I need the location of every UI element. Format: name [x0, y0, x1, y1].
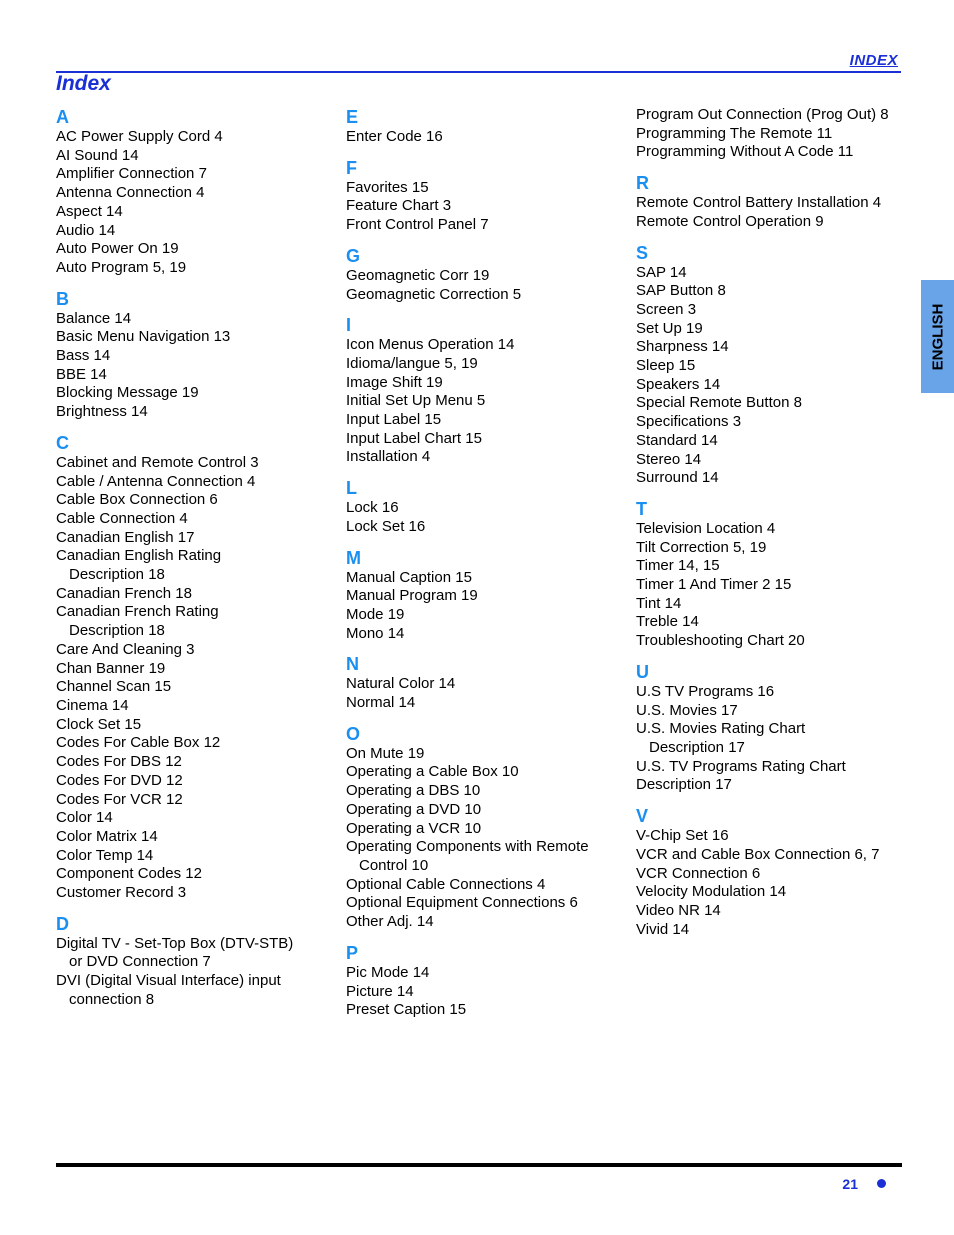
- index-entry: Input Label Chart 15: [346, 429, 482, 447]
- index-section: [346, 106, 621, 147]
- index-entry-continuation: Control 10: [359, 856, 429, 874]
- index-entry: Favorites 15: [346, 178, 429, 196]
- index-entry: Surround 14: [636, 469, 719, 487]
- index-entry: Brightness 14: [56, 403, 148, 421]
- section-letter: T: [636, 498, 647, 519]
- index-entry: Operating a DVD 10: [346, 800, 482, 818]
- index-entry: Input Label 15: [346, 411, 442, 429]
- index-entry: Image Shift 19: [346, 373, 443, 391]
- index-entry: V-Chip Set 16: [636, 827, 729, 845]
- index-entry: Programming Without A Code 11: [636, 143, 854, 161]
- index-section: [346, 157, 621, 235]
- index-entry: Color Temp 14: [56, 846, 154, 864]
- index-entry: Front Control Panel 7: [346, 216, 489, 234]
- index-section: [636, 805, 916, 939]
- index-entry: Television Location 4: [636, 519, 776, 537]
- index-entry: Lock Set 16: [346, 517, 426, 535]
- index-entry-continuation: or DVD Connection 7: [69, 953, 211, 971]
- index-entry: Codes For Cable Box 12: [56, 734, 221, 752]
- index-entry: DVI (Digital Visual Interface) input: [56, 972, 281, 990]
- index-entry: AI Sound 14: [56, 146, 139, 164]
- index-entry: Component Codes 12: [56, 865, 202, 883]
- index-section: [56, 913, 331, 1010]
- index-entry: VCR and Cable Box Connection 6, 7: [636, 845, 880, 863]
- index-entry: Geomagnetic Corr 19: [346, 266, 490, 284]
- index-entry-continuation: Description 18: [69, 566, 165, 584]
- index-entry: Operating a Cable Box 10: [346, 763, 519, 781]
- index-entry: Optional Cable Connections 4: [346, 875, 546, 893]
- index-entry: Standard 14: [636, 431, 718, 449]
- page-number: 21: [842, 1176, 858, 1192]
- index-entry: AC Power Supply Cord 4: [56, 128, 223, 145]
- language-tab-label: ENGLISH: [929, 303, 946, 370]
- index-entry: Remote Control Operation 9: [636, 212, 824, 230]
- index-entry: Antenna Connection 4: [56, 184, 205, 202]
- index-entry: Description 17: [636, 776, 732, 794]
- index-entry: Operating Components with Remote: [346, 838, 589, 856]
- index-entry: VCR Connection 6: [636, 864, 761, 882]
- index-section: [636, 498, 916, 651]
- index-section: [636, 242, 916, 488]
- index-entry: Program Out Connection (Prog Out) 8: [636, 106, 889, 123]
- index-section: [346, 942, 621, 1020]
- section-letter: L: [346, 478, 357, 499]
- section-letter: M: [346, 547, 361, 568]
- index-entry: Normal 14: [346, 694, 416, 712]
- section-letter: G: [346, 245, 361, 266]
- index-entry: Other Adj. 14: [346, 913, 434, 931]
- index-entry: Codes For DVD 12: [56, 771, 183, 789]
- index-entry: Mode 19: [346, 605, 405, 623]
- index-entry: U.S TV Programs 16: [636, 682, 775, 700]
- section-letter: S: [636, 242, 649, 263]
- index-entry: Sharpness 14: [636, 338, 729, 356]
- index-entry: SAP Button 8: [636, 282, 726, 300]
- index-section: [346, 245, 621, 304]
- index-section: [636, 172, 916, 231]
- index-entry: Codes For VCR 12: [56, 790, 183, 808]
- index-entry: Tint 14: [636, 594, 682, 612]
- index-section: [346, 477, 621, 536]
- index-entry: Cable Connection 4: [56, 509, 188, 527]
- index-entry: Icon Menus Operation 14: [346, 336, 515, 354]
- index-entry: Customer Record 3: [56, 884, 187, 902]
- section-letter: B: [56, 288, 69, 309]
- index-entry: Cable / Antenna Connection 4: [56, 472, 256, 490]
- index-column-2: [346, 106, 621, 1030]
- index-entry: On Mute 19: [346, 744, 425, 762]
- section-letter: A: [56, 107, 69, 127]
- index-section: [56, 106, 331, 278]
- index-entry: Operating a VCR 10: [346, 819, 482, 837]
- index-entry: Vivid 14: [636, 920, 690, 938]
- index-section: [636, 106, 916, 162]
- index-section: [636, 661, 916, 795]
- index-entry: Timer 1 And Timer 2 15: [636, 576, 792, 594]
- index-entry: Canadian French 18: [56, 584, 192, 602]
- bullet-icon: [877, 1179, 886, 1188]
- index-entry: Installation 4: [346, 448, 431, 466]
- index-entry: Feature Chart 3: [346, 197, 452, 215]
- section-letter: F: [346, 157, 357, 178]
- index-entry: Cinema 14: [56, 696, 129, 714]
- index-entry: Geomagnetic Correction 5: [346, 285, 522, 303]
- section-letter: I: [346, 315, 352, 336]
- index-entry: Stereo 14: [636, 450, 702, 468]
- index-section: [346, 723, 621, 932]
- index-entry: Special Remote Button 8: [636, 394, 802, 412]
- index-entry: Clock Set 15: [56, 715, 142, 733]
- index-entry: Remote Control Battery Installation 4: [636, 194, 882, 212]
- index-entry: Treble 14: [636, 613, 699, 631]
- index-entry: Auto Power On 19: [56, 240, 179, 258]
- index-entry: Auto Program 5, 19: [56, 258, 187, 276]
- index-section: [346, 314, 621, 467]
- index-entry: Set Up 19: [636, 319, 703, 337]
- section-letter: E: [346, 107, 359, 127]
- index-entry: Screen 3: [636, 300, 697, 318]
- section-letter: P: [346, 942, 359, 963]
- index-entry: BBE 14: [56, 365, 107, 383]
- index-entry-continuation: Description 17: [649, 738, 745, 756]
- index-entry: Canadian French Rating: [56, 603, 219, 621]
- index-entry: Bass 14: [56, 347, 111, 365]
- index-entry: U.S. TV Programs Rating Chart: [636, 757, 846, 775]
- index-entry: Preset Caption 15: [346, 1001, 467, 1019]
- index-entry: Natural Color 14: [346, 675, 456, 693]
- index-entry: Troubleshooting Chart 20: [636, 632, 805, 650]
- index-entry: Speakers 14: [636, 375, 721, 393]
- index-section: [56, 432, 331, 903]
- index-entry: SAP 14: [636, 263, 687, 281]
- index-entry: Aspect 14: [56, 202, 123, 220]
- running-head: INDEX: [849, 52, 898, 69]
- index-entry: Canadian English Rating: [56, 547, 222, 565]
- index-entry: Balance 14: [56, 309, 132, 327]
- index-column-1: [56, 106, 331, 1020]
- index-entry: Color Matrix 14: [56, 827, 158, 845]
- index-entry: Optional Equipment Connections 6: [346, 894, 578, 912]
- index-entry: Idioma/langue 5, 19: [346, 354, 478, 372]
- index-entry: Video NR 14: [636, 901, 721, 919]
- index-entry: Basic Menu Navigation 13: [56, 328, 231, 346]
- index-column-3: [636, 106, 916, 949]
- section-letter: V: [636, 806, 649, 827]
- index-entry: Tilt Correction 5, 19: [636, 538, 767, 556]
- index-entry: Codes For DBS 12: [56, 753, 182, 771]
- index-entry: Enter Code 16: [346, 128, 443, 145]
- section-letter: N: [346, 654, 359, 675]
- section-letter: D: [56, 913, 69, 934]
- index-entry: Operating a DBS 10: [346, 782, 481, 800]
- index-section: [346, 547, 621, 644]
- index-entry: Chan Banner 19: [56, 659, 166, 677]
- footer-rule: [56, 1163, 902, 1167]
- index-entry-continuation: Description 18: [69, 622, 165, 640]
- index-entry: Timer 14, 15: [636, 557, 720, 575]
- index-entry: Channel Scan 15: [56, 678, 172, 696]
- index-section: [56, 288, 331, 422]
- index-entry: Amplifier Connection 7: [56, 165, 207, 183]
- language-tab: [921, 280, 954, 393]
- index-section: [346, 653, 621, 712]
- index-entry: U.S. Movies 17: [636, 701, 738, 719]
- index-entry-continuation: connection 8: [69, 990, 155, 1008]
- index-entry: Lock 16: [346, 499, 399, 517]
- index-entry: Canadian English 17: [56, 528, 195, 546]
- index-entry: Manual Program 19: [346, 587, 478, 605]
- index-entry: Audio 14: [56, 221, 116, 239]
- section-letter: U: [636, 661, 649, 682]
- index-entry: Velocity Modulation 14: [636, 883, 787, 901]
- index-entry: Specifications 3: [636, 413, 742, 431]
- section-letter: C: [56, 432, 69, 453]
- index-entry: Cabinet and Remote Control 3: [56, 453, 259, 471]
- index-entry: Pic Mode 14: [346, 963, 430, 981]
- index-entry: Manual Caption 15: [346, 568, 472, 586]
- index-entry: Mono 14: [346, 624, 405, 642]
- section-letter: R: [636, 173, 649, 194]
- index-entry: Sleep 15: [636, 357, 696, 375]
- page-title: Index: [56, 72, 111, 95]
- index-entry: U.S. Movies Rating Chart: [636, 720, 806, 738]
- index-entry: Color 14: [56, 809, 113, 827]
- index-entry: Blocking Message 19: [56, 384, 199, 402]
- index-entry: Picture 14: [346, 982, 414, 1000]
- index-entry: Care And Cleaning 3: [56, 640, 195, 658]
- index-entry: Cable Box Connection 6: [56, 491, 218, 509]
- index-entry: Programming The Remote 11: [636, 124, 833, 142]
- section-letter: O: [346, 723, 361, 744]
- index-entry: Digital TV - Set-Top Box (DTV-STB): [56, 934, 294, 952]
- header-rule: [56, 71, 901, 73]
- index-entry: Initial Set Up Menu 5: [346, 392, 486, 410]
